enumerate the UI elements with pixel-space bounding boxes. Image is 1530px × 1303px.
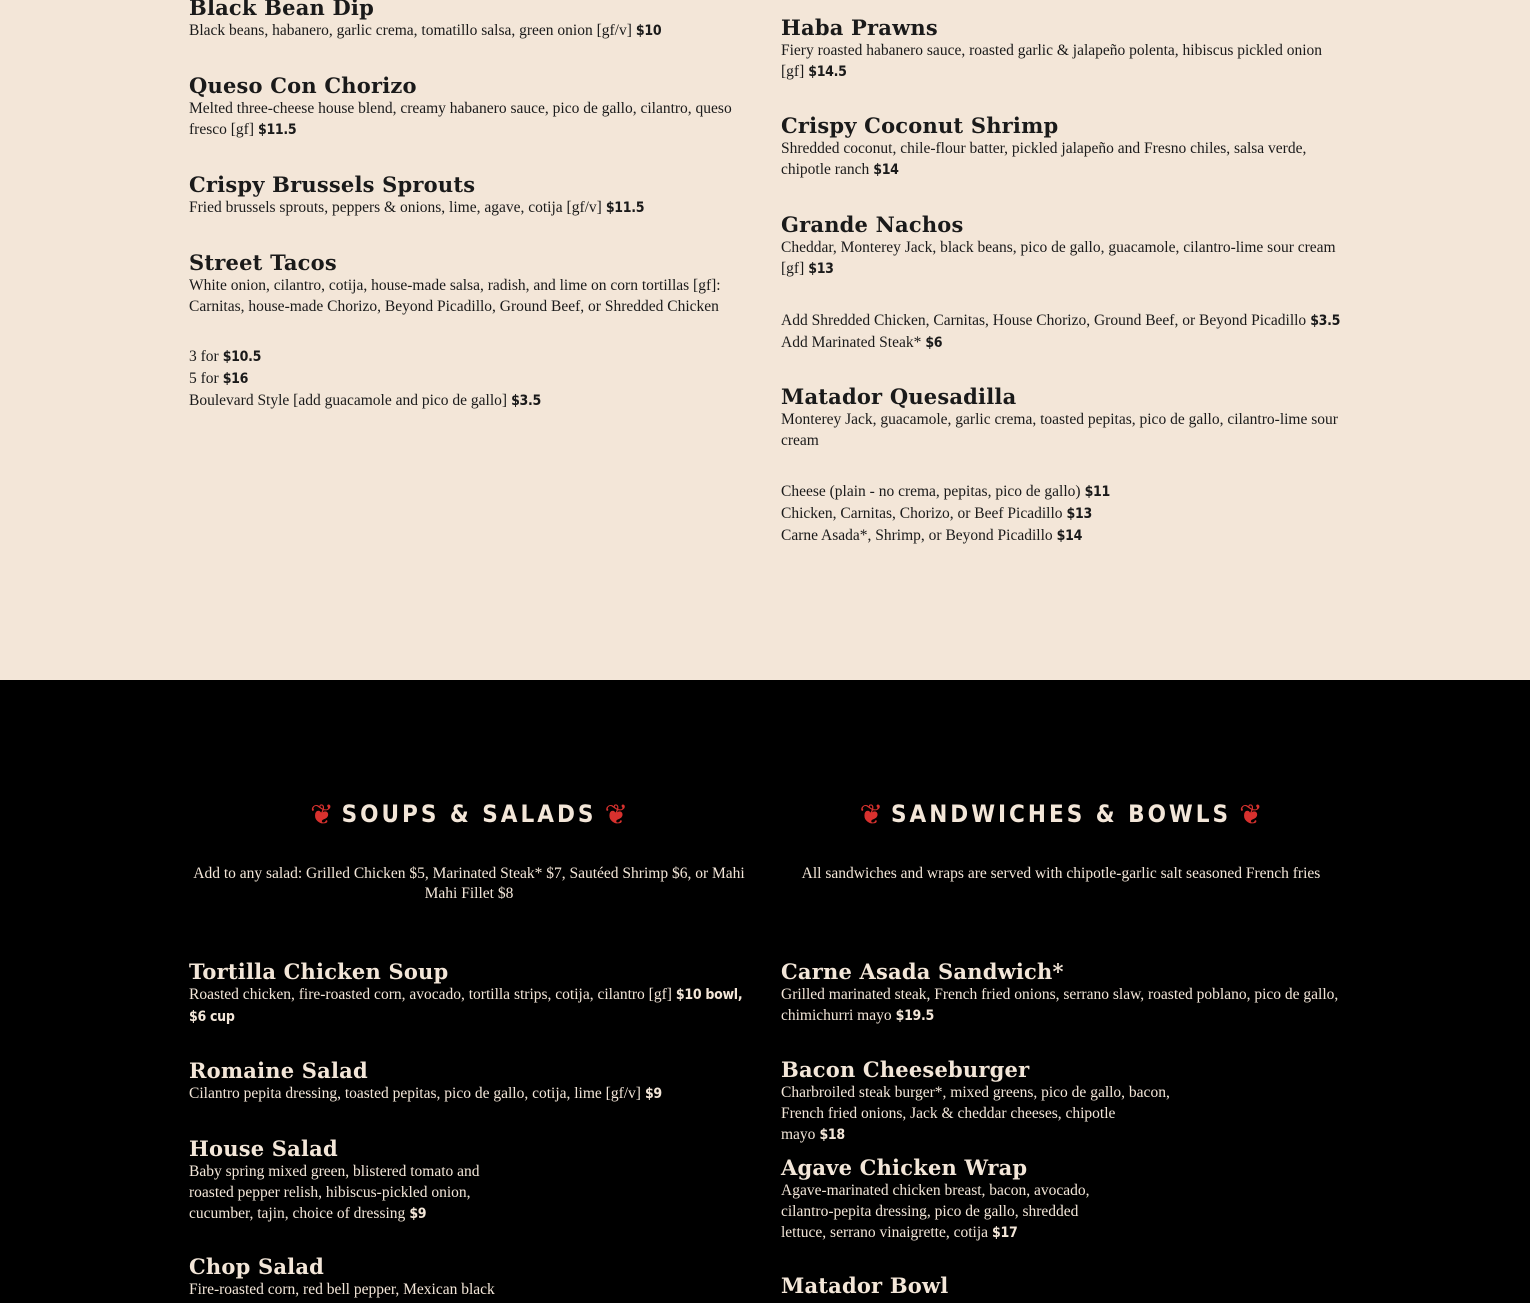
desc-text: Agave-marinated chicken breast, bacon, avocado, cilantro-pepita dressing, pico de gallo, shredded lettuce, serrano vinaigrette, cotija — [781, 1182, 1090, 1241]
soups-salads-header — [189, 798, 749, 832]
item-price: $14 — [873, 162, 899, 178]
item-name: Matador Bowl — [781, 1273, 949, 1298]
menu-item — [189, 1059, 662, 1105]
desc-text: Fried brussels sprouts, peppers & onions, lime, agave, cotija [gf/v] — [189, 199, 602, 216]
option-label: 5 for — [189, 370, 219, 387]
item-price: $17 — [992, 1225, 1018, 1241]
item-name: Chop Salad — [189, 1254, 325, 1279]
menu-item — [189, 173, 644, 219]
option-label: Chicken, Carnitas, Chorizo, or Beef Picadillo — [781, 505, 1063, 522]
item-name: Agave Chicken Wrap — [781, 1155, 1028, 1180]
item-description — [781, 984, 1346, 1027]
menu-item — [189, 0, 661, 42]
flourish-right-icon: ❦ — [604, 800, 628, 831]
menu-item — [189, 960, 749, 1028]
item-name: Romaine Salad — [189, 1058, 368, 1083]
item-description — [189, 1161, 509, 1225]
section-title: SOUPS & SALADS — [341, 800, 597, 828]
desc-text: Cilantro pepita dressing, toasted pepitas, pico de gallo, cotija, lime [gf/v] — [189, 1085, 641, 1102]
option-label: 3 for — [189, 348, 219, 365]
item-description — [189, 1083, 662, 1105]
option-line — [189, 346, 541, 368]
item-description: White onion, cilantro, cotija, house-made salsa, radish, and lime on corn tortillas [gf]: Carnitas, house-made Chorizo, Beyond Picadillo, Ground Beef, or Shredded Chicken — [189, 277, 721, 315]
item-description — [781, 1082, 1181, 1146]
tacos-options — [189, 346, 541, 412]
option-line — [781, 503, 1110, 525]
section-note: Add to any salad: Grilled Chicken $5, Marinated Steak* $7, Sautéed Shrimp $6, or Mahi Mahi Fillet $8 — [193, 865, 745, 902]
item-name: Grande Nachos — [781, 212, 964, 237]
desc-text: Grilled marinated steak, French fried onions, serrano slaw, roasted poblano, pico de gallo, chimichurri mayo — [781, 986, 1339, 1024]
option-price: $16 — [222, 371, 249, 387]
menu-item — [781, 1156, 1096, 1244]
addon-price: $3.5 — [1310, 313, 1341, 329]
item-description — [189, 98, 739, 141]
item-description — [781, 138, 1326, 181]
item-description: Monterey Jack, guacamole, garlic crema, toasted pepitas, pico de gallo, cilantro-lime sour cream — [781, 411, 1338, 449]
item-price: $9 — [644, 1086, 662, 1102]
menu-item — [781, 114, 1326, 181]
item-description — [781, 1180, 1096, 1244]
item-name: Crispy Brussels Sprouts — [189, 172, 476, 197]
addon-line — [781, 310, 1346, 332]
section-note: All sandwiches and wraps are served with chipotle-garlic salt seasoned French fries — [801, 865, 1321, 882]
flourish-right-icon: ❦ — [1239, 800, 1263, 831]
item-description — [781, 40, 1341, 83]
desc-text: Cheddar, Monterey Jack, black beans, pico de gallo, guacamole, cilantro-lime sour cream [gf] — [781, 239, 1336, 277]
item-name: Crispy Coconut Shrimp — [781, 113, 1059, 138]
addon-line — [781, 332, 1346, 354]
item-name: Queso Con Chorizo — [189, 73, 417, 98]
item-name: Bacon Cheeseburger — [781, 1057, 1030, 1082]
item-price: $14.5 — [808, 64, 847, 80]
item-price: $10 bowl, $6 cup — [189, 987, 743, 1025]
item-price: $11.5 — [605, 200, 645, 216]
addon-price: $6 — [925, 335, 943, 351]
item-price: $18 — [819, 1127, 845, 1143]
item-description — [781, 237, 1341, 280]
option-line — [189, 368, 541, 390]
menu-item — [189, 1137, 509, 1225]
desc-text: Shredded coconut, chile-flour batter, pickled jalapeño and Fresno chiles, salsa verde, chipotle ranch — [781, 140, 1307, 178]
item-name: Matador Quesadilla — [781, 384, 1017, 409]
item-price: $19.5 — [895, 1008, 934, 1024]
option-price: $11 — [1084, 484, 1110, 500]
item-name: Tortilla Chicken Soup — [189, 959, 449, 984]
menu-item — [189, 74, 739, 141]
option-price: $13 — [1066, 506, 1092, 522]
menu-item — [781, 16, 1341, 83]
item-price: $13 — [808, 261, 834, 277]
menu-item — [781, 960, 1346, 1027]
option-label: Boulevard Style [add guacamole and pico de gallo] — [189, 392, 508, 409]
flourish-left-icon: ❦ — [310, 800, 334, 831]
item-description — [189, 197, 644, 219]
menu-item — [781, 1274, 948, 1298]
item-price: $10 — [635, 23, 662, 39]
option-line — [189, 390, 541, 412]
addon-label: Add Shredded Chicken, Carnitas, House Chorizo, Ground Beef, or Beyond Picadillo — [781, 312, 1307, 329]
desc-text: Black beans, habanero, garlic crema, tomatillo salsa, green onion [gf/v] — [189, 22, 632, 39]
item-name: Carne Asada Sandwich* — [781, 959, 1064, 984]
option-line — [781, 481, 1110, 503]
item-description — [189, 984, 749, 1028]
desc-text: Roasted chicken, fire-roasted corn, avocado, tortilla strips, cotija, cilantro [gf] — [189, 986, 672, 1003]
desc-text: Melted three-cheese house blend, creamy habanero sauce, pico de gallo, cilantro, queso fresco [gf] — [189, 100, 732, 138]
option-line — [781, 525, 1110, 547]
menu-item — [781, 385, 1341, 451]
item-name: Street Tacos — [189, 250, 337, 275]
item-name: Haba Prawns — [781, 15, 938, 40]
quesadilla-options — [781, 481, 1110, 547]
item-price: $11.5 — [257, 122, 297, 138]
menu-item — [189, 1255, 509, 1300]
section-title: SANDWICHES & BOWLS — [890, 800, 1232, 828]
nacho-addons — [781, 310, 1346, 354]
sandwiches-bowls-header — [781, 798, 1341, 832]
flourish-left-icon: ❦ — [859, 800, 883, 831]
desc-text: Baby spring mixed green, blistered tomato and roasted pepper relish, hibiscus-pickled onion, cucumber, tajin, choice of dressing — [189, 1163, 480, 1222]
addon-label: Add Marinated Steak* — [781, 334, 922, 351]
item-price: $9 — [409, 1206, 427, 1222]
desc-text: Charbroiled steak burger*, mixed greens, pico de gallo, bacon, French fried onions, Jack & cheddar cheeses, chipotle mayo — [781, 1084, 1170, 1143]
mains-section — [0, 680, 1530, 1303]
option-price: $14 — [1056, 528, 1083, 544]
option-price: $10.5 — [222, 349, 262, 365]
item-description — [189, 20, 661, 42]
option-label: Cheese (plain - no crema, pepitas, pico de gallo) — [781, 483, 1081, 500]
item-description: Fire-roasted corn, red bell pepper, Mexican black — [189, 1281, 495, 1298]
menu-item — [189, 251, 734, 317]
menu-item — [781, 1058, 1181, 1146]
option-label: Carne Asada*, Shrimp, or Beyond Picadillo — [781, 527, 1053, 544]
item-name: Black Bean Dip — [189, 0, 374, 20]
option-price: $3.5 — [511, 393, 541, 409]
item-name: House Salad — [189, 1136, 338, 1161]
desc-text: Fiery roasted habanero sauce, roasted garlic & jalapeño polenta, hibiscus pickled onion [gf] — [781, 42, 1323, 80]
menu-item — [781, 213, 1341, 280]
